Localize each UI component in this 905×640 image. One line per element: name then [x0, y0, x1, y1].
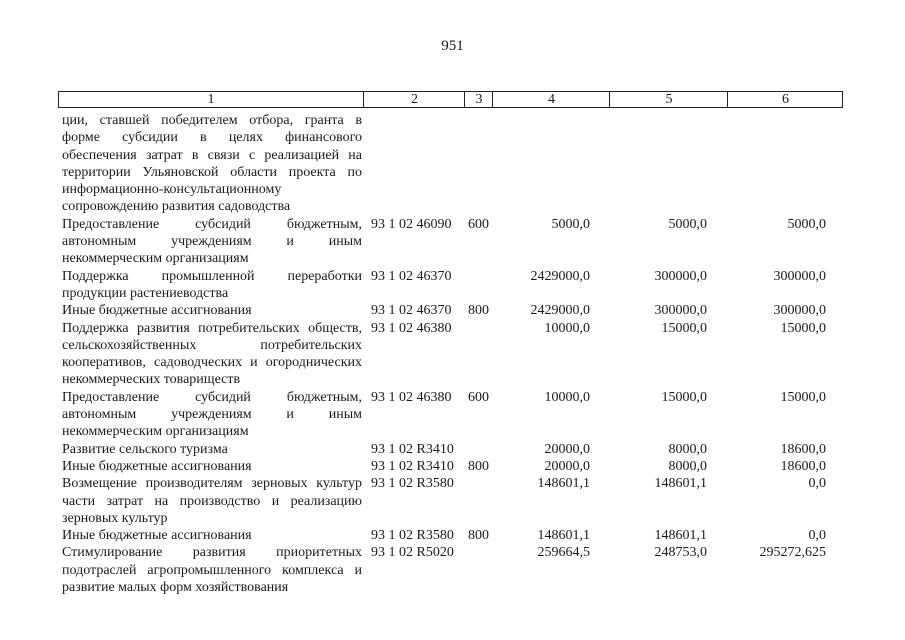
row-value-2: 8000,0: [668, 458, 707, 474]
row-value-1: 10000,0: [544, 389, 590, 405]
table-header: [58, 91, 843, 108]
row-value-3: 15000,0: [780, 320, 826, 336]
row-type: 800: [468, 458, 489, 474]
row-code: 93 1 02 R3580: [371, 476, 454, 492]
row-code: 93 1 02 R3410: [371, 441, 454, 457]
row-value-3: 5000,0: [787, 216, 826, 232]
row-value-3: 295272,625: [759, 545, 826, 561]
page-number: 951: [441, 38, 464, 54]
row-value-3: 18600,0: [780, 441, 826, 457]
row-value-3: 0,0: [808, 476, 826, 492]
row-value-2: 5000,0: [668, 216, 707, 232]
row-value-2: 15000,0: [661, 320, 707, 336]
row-value-1: 2429000,0: [530, 268, 590, 284]
row-value-3: 0,0: [808, 528, 826, 544]
row-code: 93 1 02 R5020: [371, 545, 454, 561]
row-code: 93 1 02 R3580: [371, 528, 454, 544]
row-value-2: 15000,0: [661, 389, 707, 405]
row-name: Иные бюджетные ассигнования: [62, 303, 252, 319]
table-row: [62, 302, 842, 319]
table-row: [62, 268, 842, 303]
row-name: Возмещение производителям зерновых культур части затрат на производство и реализацию зерновых культур: [62, 476, 362, 526]
row-value-3: 300000,0: [773, 303, 826, 319]
table-row: [62, 544, 842, 596]
row-name: Стимулирование развития приоритетных подотраслей агропромышленного комплекса и развитие малых форм хозяйствования: [62, 545, 362, 596]
row-value-1: 259664,5: [537, 545, 590, 561]
header-col-4: 4: [492, 92, 610, 107]
row-name: Иные бюджетные ассигнования: [62, 458, 252, 474]
row-value-3: 300000,0: [773, 268, 826, 284]
table-row: [62, 216, 842, 268]
table-row: [62, 475, 842, 527]
row-type: 600: [468, 216, 489, 232]
row-name: Поддержка промышленной переработки продукции растениеводства: [62, 268, 362, 301]
table-body: [62, 112, 842, 596]
table-row: [62, 441, 842, 458]
row-code: 93 1 02 46380: [371, 389, 452, 405]
header-col-1: 1: [207, 92, 215, 107]
row-name: Предоставление субсидий бюджетным, автономным учреждениям и иным некоммерческим организациям: [62, 389, 362, 440]
table-row: [62, 112, 842, 216]
row-code: 93 1 02 46370: [371, 268, 452, 284]
row-value-2: 248753,0: [654, 545, 707, 561]
row-value-1: 10000,0: [544, 320, 590, 336]
row-type: 600: [468, 389, 489, 405]
row-value-1: 20000,0: [544, 458, 590, 474]
row-value-2: 8000,0: [668, 441, 707, 457]
table-row: [62, 527, 842, 544]
row-value-3: 15000,0: [780, 389, 826, 405]
row-value-1: 20000,0: [544, 441, 590, 457]
row-type: 800: [468, 303, 489, 319]
header-col-5: 5: [609, 92, 728, 107]
row-code: 93 1 02 R3410: [371, 458, 454, 474]
row-code: 93 1 02 46090: [371, 216, 452, 232]
row-value-1: 148601,1: [537, 528, 590, 544]
header-col-6: 6: [727, 92, 843, 107]
row-value-2: 148601,1: [654, 476, 707, 492]
row-value-2: 148601,1: [654, 528, 707, 544]
row-code: 93 1 02 46370: [371, 303, 452, 319]
row-value-1: 5000,0: [551, 216, 590, 232]
table-row: [62, 389, 842, 441]
row-name: Развитие сельского туризма: [62, 441, 228, 457]
row-type: 800: [468, 528, 489, 544]
row-name: Иные бюджетные ассигнования: [62, 528, 252, 544]
row-name: Предоставление субсидий бюджетным, автономным учреждениям и иным некоммерческим организациям: [62, 216, 362, 267]
row-value-3: 18600,0: [780, 458, 826, 474]
header-col-3: 3: [464, 92, 493, 107]
table-row: [62, 458, 842, 475]
header-col-2: 2: [363, 92, 465, 107]
row-value-2: 300000,0: [654, 268, 707, 284]
row-value-1: 2429000,0: [530, 303, 590, 319]
row-value-1: 148601,1: [537, 476, 590, 492]
table-row: [62, 320, 842, 389]
row-code: 93 1 02 46380: [371, 320, 452, 336]
row-name: Поддержка развития потребительских обществ, сельскохозяйственных потребительских кооперативов, садоводческих и огороднических некоммерческих товариществ: [62, 320, 362, 388]
row-name: ции, ставшей победителем отбора, гранта в форме субсидии в целях финансового обеспечения затрат в связи с реализацией на территории Ульяновской области проекта по информационно-консультационному сопровождению развития садоводства: [62, 113, 362, 215]
row-value-2: 300000,0: [654, 303, 707, 319]
